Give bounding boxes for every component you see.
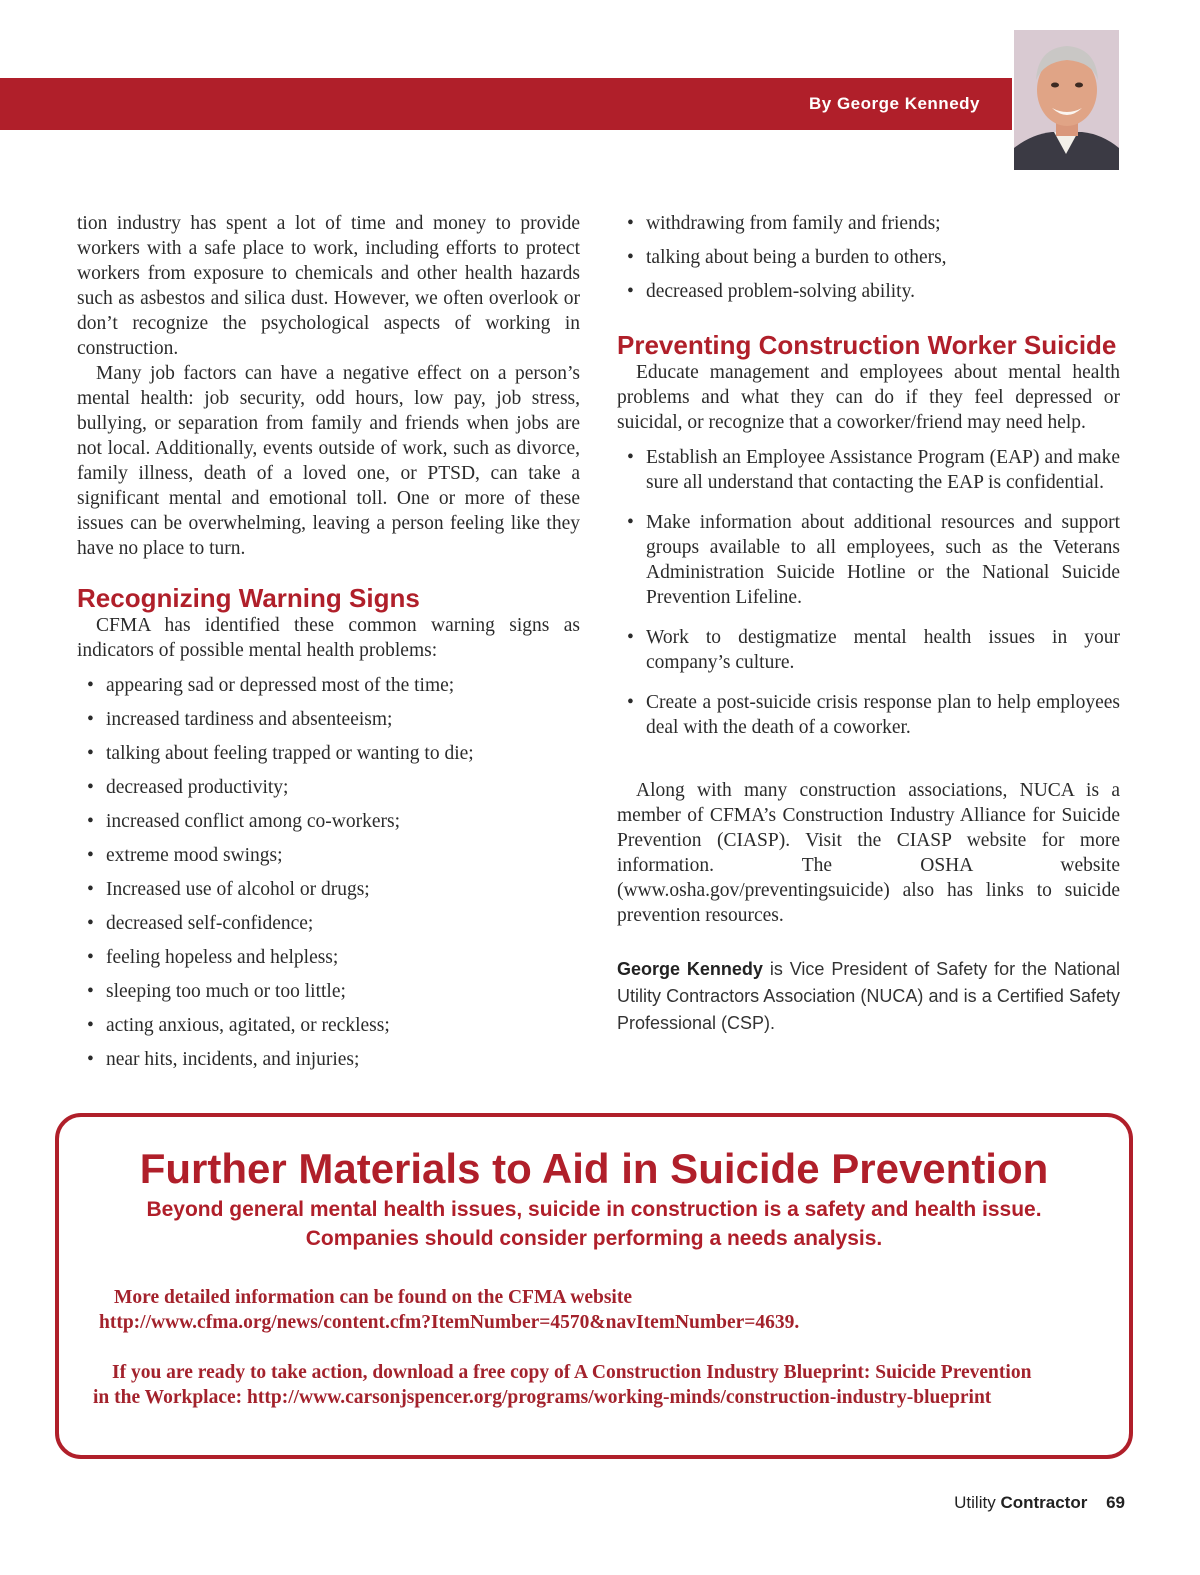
list-item: • increased conflict among co-workers;: [77, 809, 580, 834]
list-item: • Work to destigmatize mental health issues in your company’s culture.: [617, 625, 1120, 675]
right-column: [617, 211, 1120, 1037]
nuca-paragraph: Along with many construction associations, NUCA is a member of CFMA’s Construction Industry Alliance for Suicide Prevention (CIASP). Visit the CIASP website for more information. The OSHA website (www.osha.gov/preventingsuicide) also has links to suicide prevention resources.: [617, 780, 1120, 926]
list-item: • appearing sad or depressed most of the time;: [77, 673, 580, 698]
blueprint-line: If you are ready to take action, download a free copy of A Construction Industry Blueprint: Suicide Prevention: [112, 1362, 1032, 1383]
job-factors-paragraph: Many job factors can have a negative effect on a person’s mental health: job security, odd hours, low pay, job stress, bullying, or separation from family and friends when jobs are not local. Additionally, events outside of work, such as divorce, family illness, death of a loved one, or PTSD, can take a significant mental and emotional toll. One or more of these issues can be overwhelming, leaving a person feeling like they have no place to turn.: [77, 363, 580, 559]
author-bio-text: is Vice President of Safety for the National Utility Contractors Association (NUCA) and is a Certified Safety Professional (CSP).: [617, 959, 1120, 1033]
prevention-heading: Preventing Construction Worker Suicide: [617, 330, 1117, 360]
cfma-link[interactable]: http://www.cfma.org/news/content.cfm?ItemNumber=4570&navItemNumber=4639.: [99, 1312, 800, 1333]
author-bio: [617, 956, 1120, 1037]
callout-title: Further Materials to Aid in Suicide Prevention: [139, 1145, 1049, 1192]
list-item: • feeling hopeless and helpless;: [77, 945, 580, 970]
magazine-name-contractor: Contractor: [1000, 1493, 1088, 1512]
list-item: • near hits, incidents, and injuries;: [77, 1047, 580, 1072]
cfma-resource: [95, 1285, 1109, 1335]
list-item: • sleeping too much or too little;: [77, 979, 580, 1004]
list-item: • decreased productivity;: [77, 775, 580, 800]
callout-subtitle-line: Companies should consider performing a needs analysis.: [305, 1227, 883, 1250]
list-item: • acting anxious, agitated, or reckless;: [77, 1013, 580, 1038]
callout-subtitle: [59, 1195, 1129, 1253]
warning-signs-list: [77, 673, 580, 1072]
header-banner: [0, 78, 1012, 130]
list-item: • decreased self-confidence;: [77, 911, 580, 936]
blueprint-link[interactable]: in the Workplace: http://www.carsonjspencer.org/programs/working-minds/construction-industry-blueprint: [93, 1387, 992, 1408]
list-item: • withdrawing from family and friends;: [617, 211, 1120, 236]
left-column: [77, 211, 580, 1081]
author-bio-name: George Kennedy: [617, 959, 763, 979]
prevention-steps-list: [617, 445, 1120, 740]
magazine-name-utility: Utility: [954, 1493, 996, 1512]
page-number: 69: [1106, 1493, 1125, 1512]
list-item: • extreme mood swings;: [77, 843, 580, 868]
callout-subtitle-line: Beyond general mental health issues, suicide in construction is a safety and health issue.: [146, 1198, 1042, 1221]
list-item: • talking about being a burden to others,: [617, 245, 1120, 270]
prevention-intro: Educate management and employees about mental health problems and what they can do if they feel depressed or suicidal, or recognize that a coworker/friend may need help.: [617, 362, 1120, 433]
further-materials-callout: [55, 1113, 1133, 1459]
list-item: • decreased problem-solving ability.: [617, 279, 1120, 304]
author-portrait-icon: [1014, 30, 1119, 170]
list-item: • Establish an Employee Assistance Program (EAP) and make sure all understand that contacting the EAP is confidential.: [617, 445, 1120, 495]
byline: By George Kennedy: [809, 94, 980, 113]
list-item: • Increased use of alcohol or drugs;: [77, 877, 580, 902]
list-item: • Make information about additional resources and support groups available to all employees, such as the Veterans Administration Suicide Hotline or the National Suicide Prevention Lifeline.: [617, 510, 1120, 610]
warning-signs-heading: Recognizing Warning Signs: [77, 583, 420, 613]
warning-intro: CFMA has identified these common warning signs as indicators of possible mental health problems:: [77, 615, 580, 661]
page-footer: [954, 1493, 1125, 1513]
list-item: • increased tardiness and absenteeism;: [77, 707, 580, 732]
intro-paragraph: tion industry has spent a lot of time and money to provide workers with a safe place to work, including efforts to protect workers from exposure to chemicals and other health hazards such as asbestos and silica dust. However, we often overlook or don’t recognize the psychological aspects of working in construction.: [77, 213, 580, 359]
warning-signs-continued-list: [617, 211, 1120, 304]
list-item: • Create a post-suicide crisis response plan to help employees deal with the death of a coworker.: [617, 690, 1120, 740]
cfma-line: More detailed information can be found on the CFMA website: [114, 1287, 632, 1308]
blueprint-resource: [93, 1360, 1109, 1410]
list-item: • talking about feeling trapped or wanting to die;: [77, 741, 580, 766]
